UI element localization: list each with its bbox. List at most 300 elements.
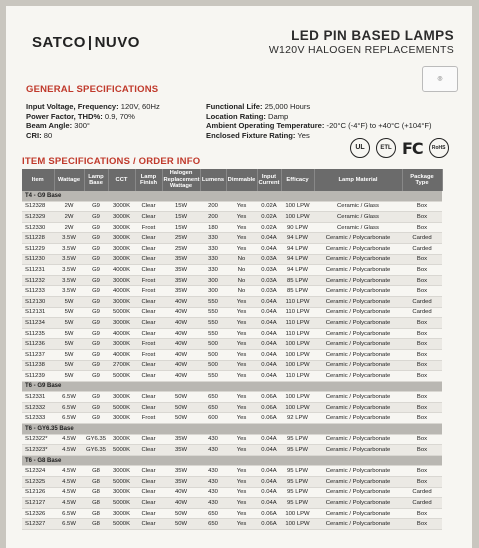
table-cell: 550: [200, 307, 226, 318]
spec-label: Power Factor, THD%:: [26, 111, 103, 121]
certification-logos: [350, 138, 449, 158]
table-cell: Ceramic / Polycarbonate: [314, 487, 402, 498]
table-cell: 100 LPW: [281, 349, 314, 360]
table-cell: 15W: [162, 212, 200, 223]
table-cell: S12328: [22, 201, 54, 212]
table-cell: 3.5W: [54, 286, 84, 297]
table-cell: Box: [402, 212, 442, 223]
table-header-row: [22, 169, 442, 191]
table-cell: 0.06A: [257, 402, 281, 413]
table-cell: Ceramic / Polycarbonate: [314, 243, 402, 254]
table-cell: Ceramic / Glass: [314, 212, 402, 223]
table-cell: 430: [200, 477, 226, 488]
table-cell: S12326: [22, 508, 54, 519]
table-cell: 0.04A: [257, 434, 281, 445]
table-cell: 4000K: [108, 328, 135, 339]
table-cell: 95 LPW: [281, 477, 314, 488]
table-cell: Box: [402, 445, 442, 456]
table-cell: Clear: [135, 402, 162, 413]
table-cell: Clear: [135, 434, 162, 445]
table-cell: 0.02A: [257, 201, 281, 212]
table-cell: S11238: [22, 360, 54, 371]
table-cell: Clear: [135, 265, 162, 276]
table-row: [22, 233, 442, 244]
table-cell: 0.04A: [257, 498, 281, 509]
table-cell: Clear: [135, 477, 162, 488]
table-cell: Yes: [226, 413, 257, 424]
table-cell: 95 LPW: [281, 466, 314, 477]
table-cell: S11239: [22, 371, 54, 382]
item-spec-table: [22, 169, 443, 530]
table-cell: G9: [84, 349, 108, 360]
table-cell: 5000K: [108, 445, 135, 456]
table-cell: Yes: [226, 201, 257, 212]
table-cell: Ceramic / Polycarbonate: [314, 307, 402, 318]
table-cell: 3.5W: [54, 243, 84, 254]
table-cell: 50W: [162, 402, 200, 413]
brand-divider: |: [87, 34, 93, 51]
table-cell: S12331: [22, 392, 54, 403]
table-cell: 0.06A: [257, 508, 281, 519]
table-cell: Ceramic / Glass: [314, 201, 402, 212]
table-row: [22, 413, 442, 424]
table-cell: S11230: [22, 254, 54, 265]
table-cell: Ceramic / Polycarbonate: [314, 286, 402, 297]
page-title: LED PIN BASED LAMPS: [291, 28, 454, 43]
table-cell: 95 LPW: [281, 498, 314, 509]
table-cell: 0.04A: [257, 296, 281, 307]
table-cell: G9: [84, 307, 108, 318]
table-cell: Ceramic / Polycarbonate: [314, 265, 402, 276]
table-cell: 5W: [54, 371, 84, 382]
table-cell: Box: [402, 519, 442, 530]
spec-line: [26, 131, 216, 141]
table-cell: 650: [200, 519, 226, 530]
table-cell: 3000K: [108, 254, 135, 265]
table-cell: S11234: [22, 318, 54, 329]
table-row: [22, 434, 442, 445]
table-cell: 100 LPW: [281, 402, 314, 413]
table-cell: 4000K: [108, 265, 135, 276]
table-cell: 40W: [162, 498, 200, 509]
table-cell: Yes: [226, 445, 257, 456]
table-cell: Clear: [135, 254, 162, 265]
table-row: [22, 349, 442, 360]
column-header: Halogen Replacement Wattage: [163, 170, 200, 190]
table-cell: 500: [200, 360, 226, 371]
table-cell: Box: [402, 402, 442, 413]
table-cell: No: [226, 286, 257, 297]
table-cell: 550: [200, 318, 226, 329]
table-cell: 430: [200, 434, 226, 445]
table-cell: 3000K: [108, 392, 135, 403]
table-cell: G9: [84, 296, 108, 307]
table-cell: 5000K: [108, 477, 135, 488]
column-header: Package Type: [402, 169, 442, 191]
table-cell: G9: [84, 392, 108, 403]
table-cell: 5W: [54, 318, 84, 329]
spec-line: [26, 112, 216, 122]
table-cell: 35W: [162, 477, 200, 488]
table-cell: Box: [402, 508, 442, 519]
table-cell: No: [226, 265, 257, 276]
table-cell: Box: [402, 360, 442, 371]
table-cell: 3000K: [108, 222, 135, 233]
table-cell: Ceramic / Glass: [314, 222, 402, 233]
column-header: Input Current: [257, 169, 281, 191]
table-cell: 85 LPW: [281, 275, 314, 286]
table-cell: Ceramic / Polycarbonate: [314, 508, 402, 519]
table-cell: Frost: [135, 339, 162, 350]
table-cell: S12322*: [22, 434, 54, 445]
table-cell: 3000K: [108, 466, 135, 477]
table-cell: Ceramic / Polycarbonate: [314, 254, 402, 265]
table-cell: 4000K: [108, 286, 135, 297]
table-cell: 110 LPW: [281, 307, 314, 318]
table-cell: GY6.35: [84, 445, 108, 456]
table-group-row: [22, 455, 442, 466]
table-row: [22, 254, 442, 265]
table-cell: 35W: [162, 434, 200, 445]
table-row: [22, 371, 442, 382]
table-cell: 5000K: [108, 519, 135, 530]
table-cell: 6.5W: [54, 508, 84, 519]
table-cell: 40W: [162, 328, 200, 339]
table-cell: G9: [84, 318, 108, 329]
cert-rohs-icon: RoHS: [429, 138, 449, 158]
table-cell: S12323*: [22, 445, 54, 456]
table-cell: Clear: [135, 466, 162, 477]
table-cell: G9: [84, 222, 108, 233]
table-cell: 110 LPW: [281, 296, 314, 307]
table-cell: 0.04A: [257, 339, 281, 350]
table-cell: 650: [200, 402, 226, 413]
table-cell: Clear: [135, 243, 162, 254]
table-cell: 600: [200, 413, 226, 424]
table-cell: Ceramic / Polycarbonate: [314, 392, 402, 403]
table-cell: Clear: [135, 296, 162, 307]
spec-value: 80: [41, 130, 53, 140]
table-cell: S12127: [22, 498, 54, 509]
table-cell: S12330: [22, 222, 54, 233]
table-cell: Box: [402, 392, 442, 403]
table-cell: 35W: [162, 275, 200, 286]
table-cell: Ceramic / Polycarbonate: [314, 275, 402, 286]
table-cell: 0.06A: [257, 413, 281, 424]
table-cell: G9: [84, 413, 108, 424]
table-cell: Frost: [135, 275, 162, 286]
table-cell: Box: [402, 201, 442, 212]
table-cell: 2W: [54, 201, 84, 212]
table-cell: 0.04A: [257, 307, 281, 318]
table-cell: 0.04A: [257, 233, 281, 244]
table-cell: Clear: [135, 498, 162, 509]
table-cell: 100 LPW: [281, 360, 314, 371]
table-cell: Frost: [135, 349, 162, 360]
table-cell: Clear: [135, 519, 162, 530]
table-cell: S11232: [22, 275, 54, 286]
table-cell: 3000K: [108, 318, 135, 329]
table-cell: 4.5W: [54, 434, 84, 445]
table-cell: Ceramic / Polycarbonate: [314, 339, 402, 350]
table-cell: Carded: [402, 243, 442, 254]
table-cell: 3.5W: [54, 233, 84, 244]
table-cell: Box: [402, 328, 442, 339]
table-cell: Ceramic / Polycarbonate: [314, 318, 402, 329]
table-cell: Yes: [226, 402, 257, 413]
brand-satco: SATCO: [32, 34, 86, 51]
table-cell: 3000K: [108, 201, 135, 212]
table-cell: 650: [200, 508, 226, 519]
table-row: [22, 519, 442, 530]
table-cell: 3000K: [108, 212, 135, 223]
table-cell: Ceramic / Polycarbonate: [314, 466, 402, 477]
table-cell: 40W: [162, 339, 200, 350]
table-cell: 95 LPW: [281, 487, 314, 498]
table-cell: 0.04A: [257, 349, 281, 360]
table-cell: Carded: [402, 487, 442, 498]
table-cell: Clear: [135, 307, 162, 318]
table-cell: 0.04A: [257, 318, 281, 329]
spec-line: [206, 102, 472, 112]
table-cell: Box: [402, 318, 442, 329]
table-cell: Box: [402, 371, 442, 382]
group-label: T6 - G8 Base: [22, 455, 442, 466]
table-cell: S12126: [22, 487, 54, 498]
table-cell: 3000K: [108, 296, 135, 307]
table-cell: 550: [200, 296, 226, 307]
spec-label: Beam Angle:: [26, 121, 73, 131]
table-cell: No: [226, 254, 257, 265]
table-cell: Clear: [135, 201, 162, 212]
table-cell: 4.5W: [54, 487, 84, 498]
table-cell: S11229: [22, 243, 54, 254]
table-cell: 35W: [162, 286, 200, 297]
column-header: CCT: [108, 169, 135, 191]
table-cell: Ceramic / Polycarbonate: [314, 349, 402, 360]
table-cell: No: [226, 275, 257, 286]
table-cell: Box: [402, 349, 442, 360]
spec-value: 25,000 Hours: [262, 102, 311, 111]
table-cell: 550: [200, 371, 226, 382]
spec-label: CRI:: [26, 130, 42, 140]
table-row: [22, 201, 442, 212]
table-group-row: [22, 424, 442, 435]
table-cell: Ceramic / Polycarbonate: [314, 519, 402, 530]
table-row: [22, 286, 442, 297]
table-cell: S12324: [22, 466, 54, 477]
general-spec-right: [206, 102, 472, 140]
group-label: T6 - GY6.35 Base: [22, 424, 442, 435]
table-cell: 300: [200, 286, 226, 297]
table-cell: S11236: [22, 339, 54, 350]
table-cell: 650: [200, 392, 226, 403]
table-cell: G9: [84, 243, 108, 254]
column-header: Efficacy: [281, 169, 314, 191]
table-cell: 5W: [54, 296, 84, 307]
spec-value: 0.9, 70%: [102, 111, 135, 121]
table-row: [22, 307, 442, 318]
table-cell: 430: [200, 487, 226, 498]
table-cell: 5W: [54, 339, 84, 350]
column-header: Lumens: [200, 169, 226, 191]
table-cell: 5W: [54, 349, 84, 360]
table-row: [22, 212, 442, 223]
table-cell: 100 LPW: [281, 339, 314, 350]
table-cell: 3000K: [108, 434, 135, 445]
table-cell: S12329: [22, 212, 54, 223]
table-cell: G9: [84, 286, 108, 297]
table-cell: Yes: [226, 392, 257, 403]
table-cell: 50W: [162, 413, 200, 424]
table-cell: 0.03A: [257, 254, 281, 265]
table-cell: Carded: [402, 233, 442, 244]
table-cell: 90 LPW: [281, 222, 314, 233]
table-cell: 0.04A: [257, 328, 281, 339]
table-cell: Ceramic / Polycarbonate: [314, 477, 402, 488]
table-cell: G9: [84, 402, 108, 413]
table-cell: Yes: [226, 307, 257, 318]
table-cell: 100 LPW: [281, 508, 314, 519]
general-spec-left: [26, 102, 216, 140]
table-cell: Box: [402, 275, 442, 286]
table-cell: S12333: [22, 413, 54, 424]
table-cell: 40W: [162, 371, 200, 382]
table-cell: Yes: [226, 434, 257, 445]
table-cell: Yes: [226, 508, 257, 519]
table-cell: Ceramic / Polycarbonate: [314, 233, 402, 244]
table-cell: 35W: [162, 445, 200, 456]
table-cell: GY6.35: [84, 434, 108, 445]
brand-nuvo: NUVO: [94, 34, 140, 51]
table-cell: Box: [402, 222, 442, 233]
table-cell: 0.04A: [257, 243, 281, 254]
table-cell: Yes: [226, 233, 257, 244]
spec-label: Input Voltage, Frequency:: [26, 102, 119, 111]
spec-line: [26, 102, 216, 112]
table-cell: Box: [402, 254, 442, 265]
spec-label: Ambient Operating Temperature:: [206, 121, 325, 131]
table-cell: 94 LPW: [281, 243, 314, 254]
spec-line: [26, 121, 216, 131]
table-cell: 40W: [162, 360, 200, 371]
table-row: [22, 328, 442, 339]
table-cell: Yes: [226, 222, 257, 233]
table-cell: Yes: [226, 498, 257, 509]
column-header: Lamp Finish: [135, 169, 162, 191]
table-cell: G9: [84, 265, 108, 276]
table-cell: Box: [402, 434, 442, 445]
table-cell: 330: [200, 243, 226, 254]
table-cell: Ceramic / Polycarbonate: [314, 434, 402, 445]
table-cell: G9: [84, 233, 108, 244]
table-cell: S12325: [22, 477, 54, 488]
table-cell: G9: [84, 328, 108, 339]
table-cell: 3.5W: [54, 254, 84, 265]
table-row: [22, 402, 442, 413]
table-cell: Yes: [226, 349, 257, 360]
table-cell: G8: [84, 477, 108, 488]
table-cell: 6.5W: [54, 413, 84, 424]
table-cell: Ceramic / Polycarbonate: [314, 413, 402, 424]
table-cell: 6.5W: [54, 402, 84, 413]
table-cell: Clear: [135, 508, 162, 519]
table-cell: 5000K: [108, 498, 135, 509]
table-cell: 0.04A: [257, 445, 281, 456]
spec-label: Functional Life:: [206, 102, 263, 111]
table-row: [22, 222, 442, 233]
table-cell: 100 LPW: [281, 201, 314, 212]
table-cell: 0.06A: [257, 519, 281, 530]
table-cell: 94 LPW: [281, 265, 314, 276]
table-cell: 25W: [162, 243, 200, 254]
cert-ul-icon: UL: [350, 138, 370, 158]
table-cell: 40W: [162, 307, 200, 318]
table-cell: 5000K: [108, 371, 135, 382]
table-cell: Yes: [226, 328, 257, 339]
title-block: [269, 28, 454, 56]
table-cell: 2700K: [108, 360, 135, 371]
table-cell: 5000K: [108, 402, 135, 413]
table-cell: 4.5W: [54, 466, 84, 477]
table-cell: 100 LPW: [281, 392, 314, 403]
table-cell: S11228: [22, 233, 54, 244]
table-cell: Clear: [135, 445, 162, 456]
spec-value: Damp: [265, 111, 289, 121]
table-cell: 94 LPW: [281, 233, 314, 244]
table-cell: G8: [84, 498, 108, 509]
table-cell: 0.02A: [257, 212, 281, 223]
table-cell: 3000K: [108, 413, 135, 424]
group-label: T4 - G9 Base: [22, 191, 442, 201]
table-cell: 4.5W: [54, 445, 84, 456]
table-cell: Box: [402, 339, 442, 350]
table-cell: 0.04A: [257, 487, 281, 498]
table-cell: S12327: [22, 519, 54, 530]
table-cell: 200: [200, 201, 226, 212]
table-cell: 100 LPW: [281, 212, 314, 223]
table-cell: G9: [84, 201, 108, 212]
column-header: Item: [22, 169, 54, 191]
column-header: Lamp Material: [314, 169, 402, 191]
table-cell: 40W: [162, 487, 200, 498]
table-cell: 4.5W: [54, 498, 84, 509]
table-cell: 6.5W: [54, 519, 84, 530]
table-cell: Carded: [402, 296, 442, 307]
table-row: [22, 477, 442, 488]
table-cell: Ceramic / Polycarbonate: [314, 371, 402, 382]
table-cell: S11233: [22, 286, 54, 297]
table-cell: Box: [402, 466, 442, 477]
table-cell: 3000K: [108, 275, 135, 286]
table-row: [22, 360, 442, 371]
table-cell: 0.06A: [257, 392, 281, 403]
table-cell: 110 LPW: [281, 328, 314, 339]
table-cell: 35W: [162, 466, 200, 477]
table-cell: 3000K: [108, 487, 135, 498]
table-cell: 100 LPW: [281, 519, 314, 530]
table-cell: Ceramic / Polycarbonate: [314, 360, 402, 371]
table-row: [22, 243, 442, 254]
table-cell: Yes: [226, 339, 257, 350]
table-cell: Clear: [135, 318, 162, 329]
table-cell: 3000K: [108, 508, 135, 519]
table-cell: Box: [402, 413, 442, 424]
spec-value: 300°: [72, 121, 90, 131]
table-cell: 0.04A: [257, 477, 281, 488]
page-subtitle: W120V HALOGEN REPLACEMENTS: [268, 44, 454, 56]
table-cell: 180: [200, 222, 226, 233]
